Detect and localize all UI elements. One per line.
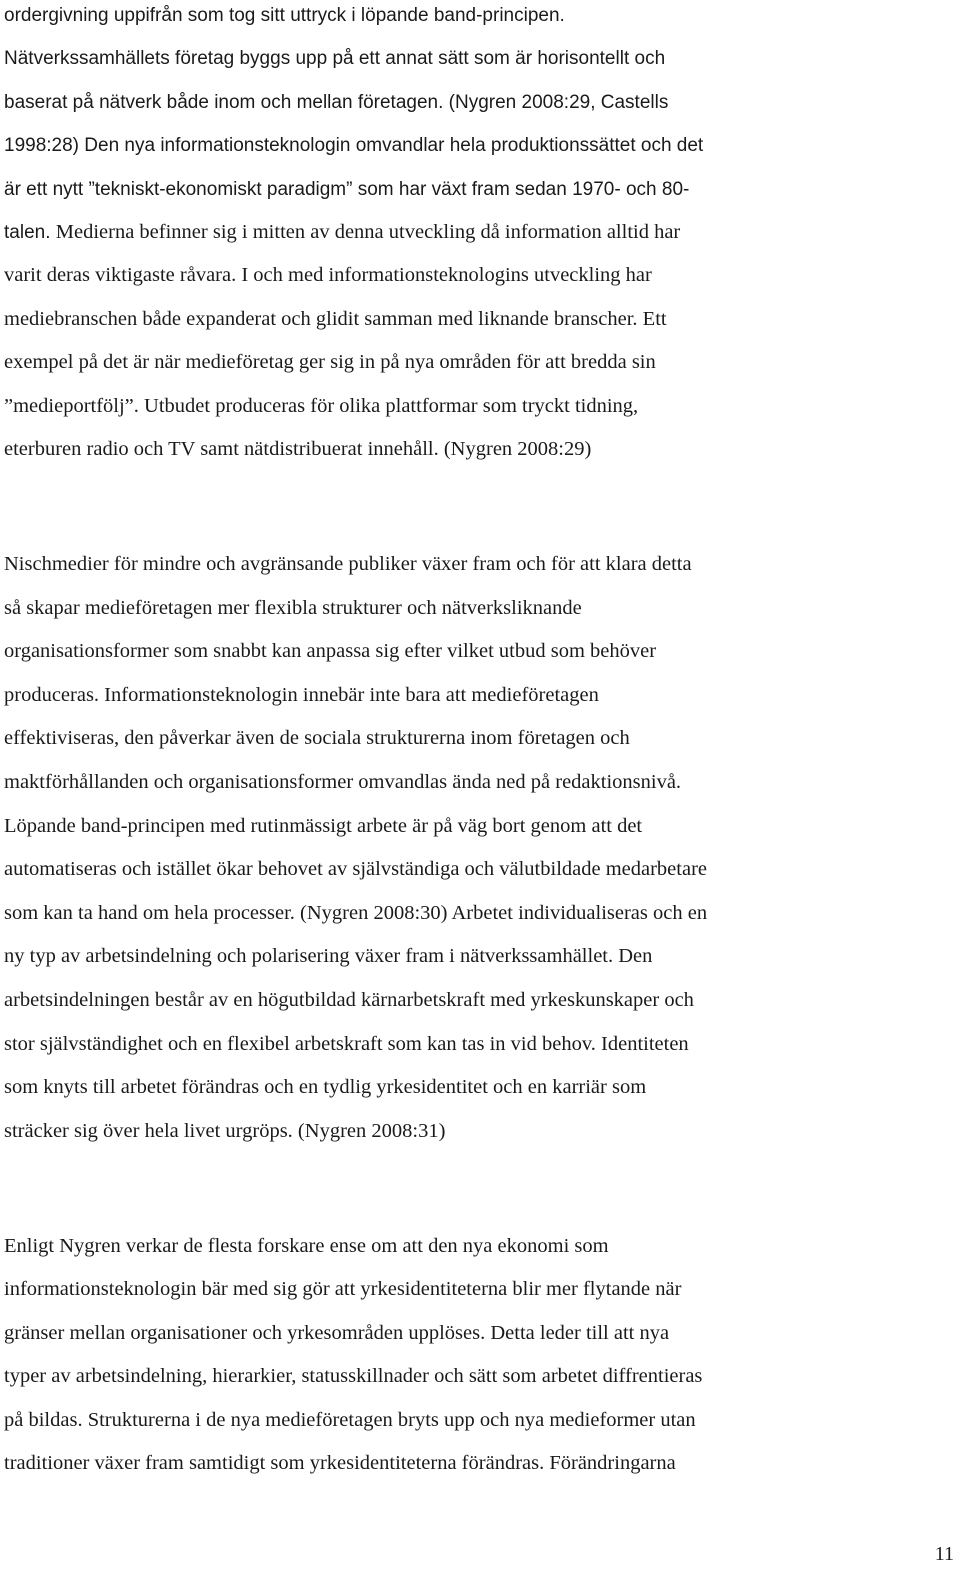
text-line — [4, 349, 656, 375]
text-line — [4, 262, 652, 288]
text-segment: eterburen radio och TV samt nätdistribuerat innehåll. (Nygren 2008:29) — [4, 438, 592, 460]
text-line — [4, 856, 707, 882]
text-segment: 1998:28) Den nya informationsteknologin omvandlar hela produktionssättet och det — [4, 135, 704, 157]
text-segment: stor självständighet och en flexibel arbetskraft som kan tas in vid behov. Identiteten — [4, 1032, 689, 1055]
text-line — [4, 89, 668, 116]
text-segment: exempel på det är när medieföretag ger sig in på nya områden för att bredda sin — [4, 351, 656, 374]
text-segment: på bildas. Strukturerna i de nya medieföretagen bryts upp och nya medieformer utan — [4, 1408, 696, 1431]
text-segment: talen. — [4, 222, 56, 243]
text-line — [4, 2, 565, 29]
text-segment: ny typ av arbetsindelning och polarisering växer fram i nätverkssamhället. Den — [4, 945, 653, 968]
text-segment: Nätverkssamhällets företag byggs upp på ett annat sätt som är horisontellt och — [4, 48, 666, 70]
text-segment: gränser mellan organisationer och yrkesområden upplöses. Detta leder till att nya — [4, 1321, 670, 1344]
text-line — [4, 306, 667, 332]
text-segment: ordergivning uppifrån som tog sitt uttryck i löpande band-principen. — [4, 5, 565, 26]
text-line — [4, 769, 681, 795]
text-line — [4, 45, 665, 72]
text-line — [4, 1031, 689, 1057]
text-line — [4, 943, 652, 969]
text-line — [4, 900, 707, 926]
text-line — [4, 436, 591, 462]
text-segment: Löpande band-principen med rutinmässigt arbete är på väg bort genom att det — [4, 814, 643, 837]
text-line — [4, 1118, 445, 1144]
text-line — [4, 1407, 696, 1433]
text-segment: automatiseras och istället ökar behovet av självständiga och välutbildade medarbetare — [4, 858, 708, 881]
text-segment: typer av arbetsindelning, hierarkier, statusskillnader och sätt som arbetet diffrentieras — [4, 1365, 703, 1388]
text-line — [4, 1320, 669, 1346]
text-segment: så skapar medieföretagen mer flexibla strukturer och nätverksliknande — [4, 596, 582, 619]
text-segment: varit deras viktigaste råvara. I och med informationsteknologins utveckling har — [4, 264, 652, 287]
page-number: 11 — [934, 1543, 954, 1565]
text-segment: som kan ta hand om hela processer. (Nygren 2008:30) Arbetet individualiseras och en — [4, 901, 708, 924]
text-line — [4, 219, 680, 246]
text-line — [4, 813, 642, 839]
text-segment: som knyts till arbetet förändras och en tydlig yrkesidentitet och en karriär som — [4, 1076, 647, 1099]
text-line — [4, 1450, 676, 1476]
text-segment: maktförhållanden och organisationsformer omvandlas ända ned på redaktionsnivå. — [4, 771, 682, 793]
text-segment: är ett nytt ”tekniskt-ekonomiskt paradigm” som har växt fram sedan 1970- och 80- — [4, 178, 690, 200]
text-segment: arbetsindelningen består av en högutbildad kärnarbetskraft med yrkeskunskaper och — [4, 989, 694, 1011]
text-line — [4, 725, 630, 751]
text-line — [4, 682, 599, 708]
text-line — [4, 595, 582, 621]
text-segment: baserat på nätverk både inom och mellan företagen. (Nygren 2008:29, Castells — [4, 91, 669, 113]
text-segment: ”medieportfölj”. Utbudet produceras för olika plattformar som tryckt tidning, — [4, 394, 639, 417]
text-segment: produceras. Informationsteknologin innebär inte bara att medieföretagen — [4, 683, 599, 706]
text-segment: effektiviseras, den påverkar även de sociala strukturerna inom företagen och — [4, 727, 630, 750]
text-segment: traditioner växer fram samtidigt som yrkesidentiteterna förändras. Förändringarna — [4, 1452, 676, 1474]
text-segment: sträcker sig över hela livet urgröps. (Nygren 2008:31) — [4, 1119, 446, 1142]
text-line — [4, 132, 703, 159]
text-segment: organisationsformer som snabbt kan anpassa sig efter vilket utbud som behöver — [4, 640, 657, 663]
text-line — [4, 1074, 646, 1100]
text-line — [4, 551, 692, 577]
text-segment: informationsteknologin bär med sig gör att yrkesidentiteterna blir mer flytande när — [4, 1278, 682, 1301]
text-segment: Enligt Nygren verkar de flesta forskare ense om att den nya ekonomi som — [4, 1235, 609, 1257]
text-line — [4, 1276, 681, 1302]
text-line — [4, 987, 694, 1013]
text-segment: mediebranschen både expanderat och glidit samman med liknande branscher. Ett — [4, 307, 667, 330]
text-line — [4, 1233, 609, 1259]
text-line — [4, 1363, 702, 1389]
text-segment: Medierna befinner sig i mitten av denna utveckling då information alltid har — [55, 221, 681, 243]
text-segment: Nischmedier för mindre och avgränsande publiker växer fram och för att klara detta — [4, 553, 692, 575]
text-line — [4, 176, 689, 203]
text-line — [4, 393, 638, 419]
text-line — [4, 638, 656, 664]
